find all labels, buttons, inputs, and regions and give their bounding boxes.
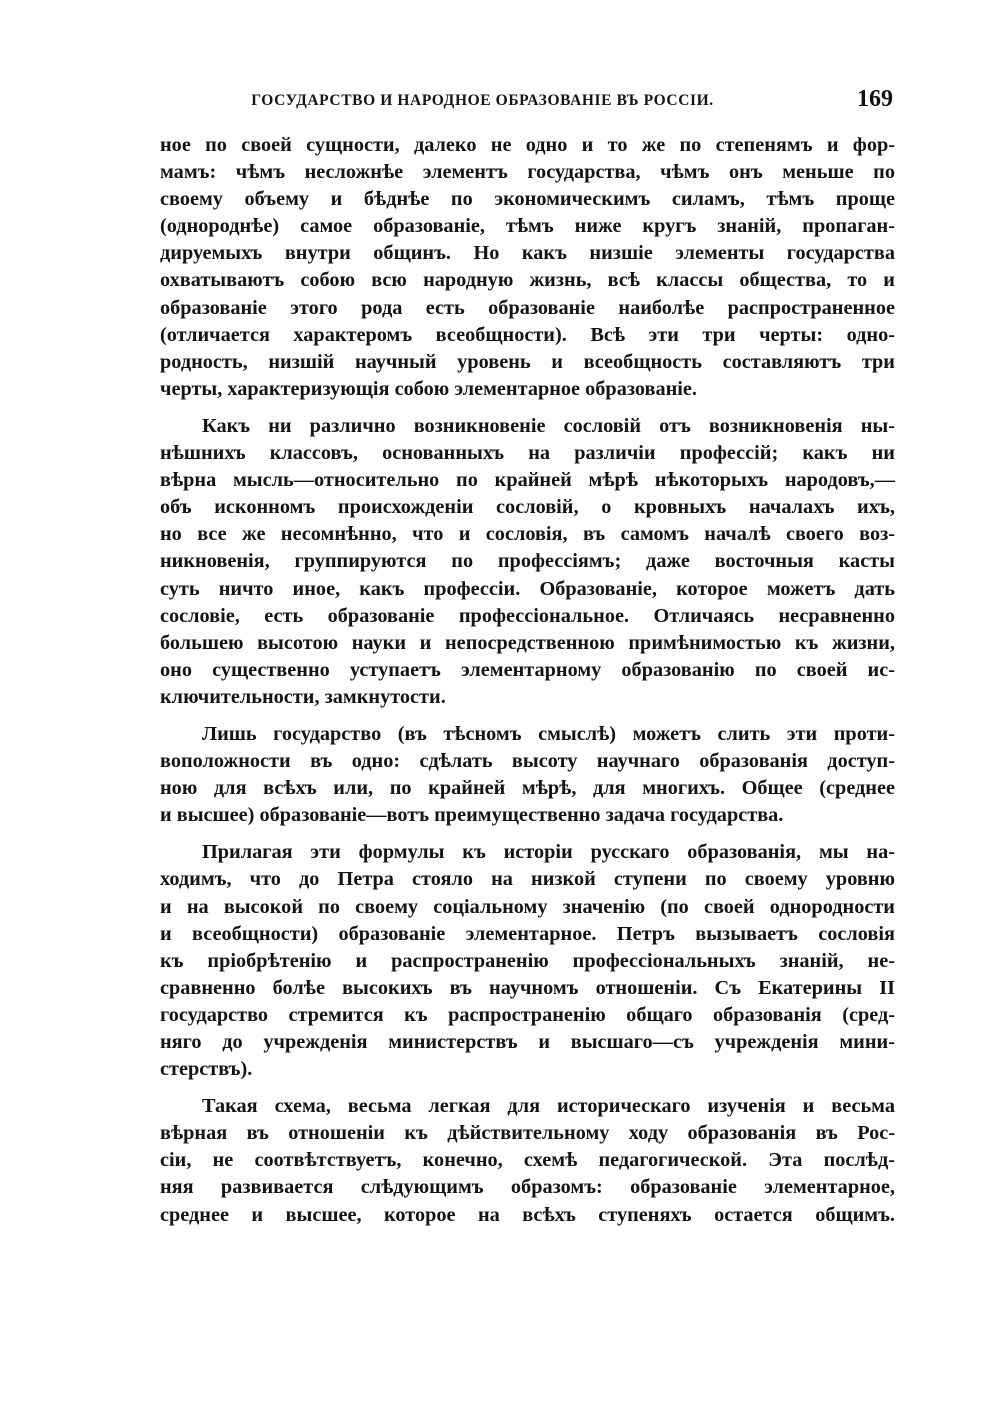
text-line: ключительности, замкнутости. <box>160 685 446 708</box>
text-line: Прилагая эти формулы къ исторіи русскаго образованія, мы на- <box>202 841 895 864</box>
text-line: сравненно болѣе высокихъ въ научномъ отношеніи. Съ Екатерины II <box>160 976 895 999</box>
text-line: и на высокой по своему соціальному значенію (по своей однородности <box>160 895 895 918</box>
paragraph-4 <box>160 839 895 1083</box>
text-line: ходимъ, что до Петра стояло на низкой ступени по своему уровню <box>160 868 895 891</box>
text-line: вѣрна мысль—относительно по крайней мѣрѣ нѣкоторыхъ народовъ,— <box>160 469 895 492</box>
text-line: ное по своей сущности, далеко не одно и то же по степенямъ и фор- <box>160 134 895 156</box>
text-line: оно существенно уступаетъ элементарному образованію по своей ис- <box>160 658 895 681</box>
text-line: образованіе этого рода есть образованіе наиболѣе распространенное <box>160 296 895 319</box>
text-line: вѣрная въ отношеніи къ дѣйствительному ходу образованія въ Рос- <box>160 1122 895 1145</box>
text-line: никновенія, группируются по профессіямъ; даже восточныя касты <box>160 550 895 573</box>
text-line: объ исконномъ происхожденіи сословій, о кровныхъ началахъ ихъ, <box>160 496 895 519</box>
text-line: Какъ ни различно возникновеніе сословій отъ возникновенія ны- <box>202 414 895 437</box>
text-line: своему объему и бѣднѣе по экономическимъ силамъ, тѣмъ проще <box>160 188 895 211</box>
text-line: большею высотою науки и непосредственною примѣнимостью къ жизни, <box>160 631 895 654</box>
page-number: 169 <box>857 86 893 112</box>
running-title: ГОСУДАРСТВО И НАРОДНОЕ ОБРАЗОВАНІЕ ВЪ РОССІИ. <box>251 92 714 109</box>
paragraph-3 <box>160 721 895 829</box>
text-line: сіи, не соотвѣтствуетъ, конечно, схемѣ педагогической. Эта послѣд- <box>160 1149 895 1172</box>
text-line: государство стремится къ распространенію общаго образованія (сред- <box>160 1003 895 1026</box>
paragraph-2 <box>160 413 895 711</box>
text-line: стерствъ). <box>160 1058 253 1081</box>
text-line: черты, характеризующія собою элементарное образованіе. <box>160 377 697 400</box>
text-line: среднее и высшее, которое на всѣхъ ступеняхъ остается общимъ. <box>160 1203 895 1226</box>
text-line: ною для всѣхъ или, по крайней мѣрѣ, для многихъ. Общее (среднее <box>160 777 895 800</box>
text-line: Лишь государство (въ тѣсномъ смыслѣ) можетъ слить эти проти- <box>202 722 895 745</box>
text-line: (отличается характеромъ всеобщности). Всѣ эти три черты: одно- <box>160 323 895 346</box>
text-line: но все же несомнѣнно, что и сословія, въ самомъ началѣ своего воз- <box>160 523 895 546</box>
text-line: и всеобщности) образованіе элементарное. Петръ вызываетъ сословія <box>160 922 895 945</box>
text-line: Такая схема, весьма легкая для историческаго изученія и весьма <box>202 1095 895 1118</box>
running-head <box>160 86 895 122</box>
text-line: родность, низшій научный уровень и всеобщность составляютъ три <box>160 350 895 373</box>
text-line: воположности въ одно: сдѣлать высоту научнаго образованія доступ- <box>160 750 895 773</box>
text-line: мамъ: чѣмъ несложнѣе элементъ государства, чѣмъ онъ меньше по <box>160 161 895 184</box>
text-line: охватываютъ собою всю народную жизнь, всѣ классы общества, то и <box>160 269 895 292</box>
text-line: къ пріобрѣтенію и распространенію профессіональныхъ знаній, не- <box>160 949 895 972</box>
text-line: няя развивается слѣдующимъ образомъ: образованіе элементарное, <box>160 1176 895 1199</box>
text-line: суть ничто иное, какъ профессіи. Образованіе, которое можетъ дать <box>160 577 895 600</box>
text-line: и высшее) образованіе—вотъ преимущественно задача государства. <box>160 804 784 827</box>
text-line: дируемыхъ внутри общинъ. Но какъ низшіе элементы государства <box>160 242 895 265</box>
text-line: сословіе, есть образованіе профессіональное. Отличаясь несравненно <box>160 604 895 627</box>
paragraph-1 <box>160 132 895 403</box>
paragraph-5 <box>160 1093 895 1228</box>
text-column <box>160 132 895 1239</box>
text-line: няго до учрежденія министерствъ и высшаго—съ учрежденія мини- <box>160 1031 895 1053</box>
text-line: нѣшнихъ классовъ, основанныхъ на различіи профессій; какъ ни <box>160 442 895 465</box>
text-line: (однороднѣе) самое образованіе, тѣмъ ниже кругъ знаній, пропаган- <box>160 215 895 238</box>
